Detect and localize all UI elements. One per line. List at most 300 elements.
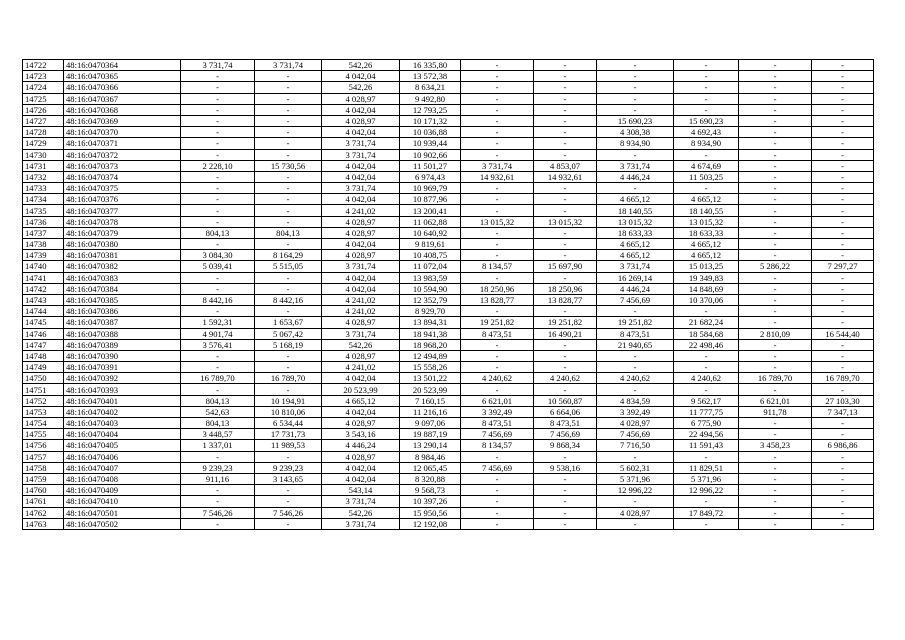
value-cell-9: - [739,518,812,529]
value-cell-9: - [739,82,812,93]
value-cell-8: - [674,149,739,160]
value-cell-2: 3 731,74 [255,60,322,71]
value-cell-9: - [739,115,812,126]
table-row [23,183,874,194]
value-cell-10: - [812,418,874,429]
cadastral-number-cell: 48:16:0470384 [64,283,181,294]
cadastral-number-cell: 48:16:0470409 [64,485,181,496]
value-cell-1: - [181,485,255,496]
value-cell-5: - [461,60,534,71]
value-cell-1: - [181,306,255,317]
value-cell-9: - [739,485,812,496]
value-cell-1: - [181,216,255,227]
value-cell-5: - [461,104,534,115]
value-cell-7: - [597,384,674,395]
table-row [23,317,874,328]
value-cell-5: - [461,339,534,350]
value-cell-10: - [812,171,874,182]
value-cell-8: 11 777,75 [674,406,739,417]
value-cell-3: 4 241,02 [322,306,400,317]
table-row [23,194,874,205]
row-number-cell: 14723 [23,71,64,82]
value-cell-5: - [461,127,534,138]
value-cell-10: - [812,227,874,238]
value-cell-7: 3 731,74 [597,160,674,171]
table-row [23,429,874,440]
value-cell-4: 8 320,88 [400,473,461,484]
row-number-cell: 14748 [23,350,64,361]
row-number-cell: 14726 [23,104,64,115]
table-row [23,227,874,238]
value-cell-5: - [461,82,534,93]
value-cell-6: 9 868,34 [534,440,597,451]
value-cell-3: 4 042,04 [322,473,400,484]
cadastral-number-cell: 48:16:0470393 [64,384,181,395]
table-row [23,485,874,496]
value-cell-9: - [739,418,812,429]
value-cell-10: - [812,127,874,138]
value-cell-3: 542,26 [322,60,400,71]
row-number-cell: 14737 [23,227,64,238]
value-cell-6: - [534,227,597,238]
row-number-cell: 14733 [23,183,64,194]
value-cell-8: 4 665,12 [674,194,739,205]
value-cell-10: - [812,496,874,507]
value-cell-6: - [534,205,597,216]
value-cell-7: - [597,518,674,529]
value-cell-7: 4 446,24 [597,171,674,182]
value-cell-9: - [739,283,812,294]
value-cell-6: 14 932,61 [534,171,597,182]
value-cell-4: 16 335,80 [400,60,461,71]
value-cell-8: - [674,451,739,462]
value-cell-8: - [674,362,739,373]
value-cell-5: 7 456,69 [461,462,534,473]
cadastral-number-cell: 48:16:0470373 [64,160,181,171]
cadastral-number-cell: 48:16:0470366 [64,82,181,93]
value-cell-4: 18 968,20 [400,339,461,350]
row-number-cell: 14725 [23,93,64,104]
value-cell-2: 3 143,65 [255,473,322,484]
value-cell-4: 13 290,14 [400,440,461,451]
cadastral-number-cell: 48:16:0470374 [64,171,181,182]
value-cell-6: 7 456,69 [534,429,597,440]
value-cell-6: 19 251,82 [534,317,597,328]
value-cell-2: - [255,82,322,93]
value-cell-7: 15 690,23 [597,115,674,126]
value-cell-10: - [812,306,874,317]
value-cell-8: 18 633,33 [674,227,739,238]
value-cell-7: - [597,60,674,71]
row-number-cell: 14763 [23,518,64,529]
value-cell-1: - [181,82,255,93]
cadastral-number-cell: 48:16:0470406 [64,451,181,462]
table-row [23,160,874,171]
value-cell-3: 542,26 [322,507,400,518]
value-cell-6: - [534,384,597,395]
value-cell-4: 11 062,88 [400,216,461,227]
row-number-cell: 14730 [23,149,64,160]
value-cell-9: - [739,362,812,373]
value-cell-7: 4 240,62 [597,373,674,384]
table-row [23,60,874,71]
value-cell-7: - [597,71,674,82]
value-cell-3: 4 446,24 [322,440,400,451]
value-cell-10: - [812,239,874,250]
value-cell-3: 3 543,16 [322,429,400,440]
cadastral-number-cell: 48:16:0470378 [64,216,181,227]
cadastral-number-cell: 48:16:0470380 [64,239,181,250]
row-number-cell: 14750 [23,373,64,384]
value-cell-2: 9 239,23 [255,462,322,473]
value-cell-5: 8 134,57 [461,261,534,272]
value-cell-5: - [461,93,534,104]
value-cell-8: - [674,71,739,82]
value-cell-4: 9 492,80 [400,93,461,104]
cadastral-number-cell: 48:16:0470383 [64,272,181,283]
value-cell-4: 11 501,27 [400,160,461,171]
value-cell-5: - [461,205,534,216]
value-cell-2: 804,13 [255,227,322,238]
value-cell-9: - [739,239,812,250]
table-row [23,239,874,250]
value-cell-1: 911,16 [181,473,255,484]
value-cell-4: 12 192,08 [400,518,461,529]
value-cell-7: 18 140,55 [597,205,674,216]
value-cell-3: 3 731,74 [322,149,400,160]
table-row [23,362,874,373]
value-cell-4: 20 523,99 [400,384,461,395]
value-cell-1: - [181,194,255,205]
value-cell-6: 16 490,21 [534,328,597,339]
value-cell-3: 4 042,04 [322,406,400,417]
value-cell-7: 13 015,32 [597,216,674,227]
value-cell-10: - [812,518,874,529]
value-cell-2: - [255,216,322,227]
value-cell-4: 10 969,79 [400,183,461,194]
value-cell-3: 3 731,74 [322,261,400,272]
value-cell-9: 911,78 [739,406,812,417]
value-cell-7: - [597,496,674,507]
value-cell-2: - [255,272,322,283]
value-cell-8: 22 498,46 [674,339,739,350]
value-cell-2: 8 164,29 [255,250,322,261]
row-number-cell: 14753 [23,406,64,417]
value-cell-7: - [597,350,674,361]
row-number-cell: 14736 [23,216,64,227]
value-cell-7: 4 446,24 [597,283,674,294]
value-cell-9: - [739,294,812,305]
table-row [23,518,874,529]
value-cell-3: 4 028,97 [322,250,400,261]
value-cell-1: - [181,115,255,126]
row-number-cell: 14758 [23,462,64,473]
value-cell-10: 16 789,70 [812,373,874,384]
value-cell-2: 8 442,16 [255,294,322,305]
value-cell-8: 6 775,90 [674,418,739,429]
value-cell-9: - [739,250,812,261]
value-cell-8: 11 829,51 [674,462,739,473]
cadastral-number-cell: 48:16:0470401 [64,395,181,406]
value-cell-9: - [739,272,812,283]
value-cell-9: - [739,339,812,350]
cadastral-number-cell: 48:16:0470371 [64,138,181,149]
value-cell-10: - [812,216,874,227]
value-cell-9: - [739,149,812,160]
value-cell-9: - [739,384,812,395]
value-cell-9: - [739,205,812,216]
value-cell-4: 6 974,43 [400,171,461,182]
value-cell-3: 542,26 [322,339,400,350]
value-cell-7: 7 716,50 [597,440,674,451]
value-cell-6: - [534,507,597,518]
table-row [23,507,874,518]
value-cell-2: - [255,115,322,126]
row-number-cell: 14731 [23,160,64,171]
value-cell-2: 17 731,73 [255,429,322,440]
value-cell-3: 4 042,04 [322,194,400,205]
value-cell-6: 13 828,77 [534,294,597,305]
value-cell-5: - [461,507,534,518]
value-cell-4: 13 200,41 [400,205,461,216]
value-cell-1: - [181,149,255,160]
value-cell-1: 9 239,23 [181,462,255,473]
value-cell-6: - [534,451,597,462]
value-cell-2: 10 194,91 [255,395,322,406]
value-cell-5: - [461,71,534,82]
row-number-cell: 14746 [23,328,64,339]
value-cell-1: 804,13 [181,227,255,238]
value-cell-2: - [255,138,322,149]
value-cell-9: - [739,93,812,104]
value-cell-3: 4 042,04 [322,104,400,115]
value-cell-1: - [181,104,255,115]
value-cell-1: - [181,127,255,138]
row-number-cell: 14739 [23,250,64,261]
value-cell-10: - [812,283,874,294]
value-cell-5: - [461,485,534,496]
value-cell-5: 14 932,61 [461,171,534,182]
value-cell-7: - [597,362,674,373]
value-cell-4: 10 877,96 [400,194,461,205]
cadastral-number-cell: 48:16:0470386 [64,306,181,317]
value-cell-6: - [534,350,597,361]
value-cell-2: - [255,194,322,205]
value-cell-5: 13 828,77 [461,294,534,305]
table-row [23,93,874,104]
row-number-cell: 14743 [23,294,64,305]
value-cell-4: 12 065,45 [400,462,461,473]
value-cell-7: - [597,93,674,104]
value-cell-8: 21 682,24 [674,317,739,328]
value-cell-3: 4 665,12 [322,395,400,406]
value-cell-6: - [534,250,597,261]
value-cell-7: 7 456,69 [597,429,674,440]
value-cell-1: - [181,205,255,216]
value-cell-10: - [812,473,874,484]
table-row [23,272,874,283]
cadastral-number-cell: 48:16:0470405 [64,440,181,451]
cadastral-number-cell: 48:16:0470385 [64,294,181,305]
cadastral-number-cell: 48:16:0470377 [64,205,181,216]
value-cell-10: - [812,350,874,361]
table-row [23,339,874,350]
value-cell-1: - [181,451,255,462]
table-row [23,104,874,115]
table-row [23,138,874,149]
value-cell-4: 13 983,59 [400,272,461,283]
value-cell-2: - [255,283,322,294]
value-cell-3: 4 042,04 [322,160,400,171]
value-cell-6: 4 240,62 [534,373,597,384]
value-cell-5: 18 250,96 [461,283,534,294]
value-cell-7: 4 308,38 [597,127,674,138]
value-cell-2: - [255,93,322,104]
value-cell-8: 4 674,69 [674,160,739,171]
value-cell-7: 4 665,12 [597,194,674,205]
value-cell-9: - [739,216,812,227]
cadastral-number-cell: 48:16:0470391 [64,362,181,373]
value-cell-5: - [461,362,534,373]
value-cell-4: 12 352,79 [400,294,461,305]
value-cell-6: - [534,485,597,496]
value-cell-4: 13 572,38 [400,71,461,82]
value-cell-2: 6 534,44 [255,418,322,429]
value-cell-8: 10 370,06 [674,294,739,305]
value-cell-1: - [181,384,255,395]
row-number-cell: 14757 [23,451,64,462]
value-cell-5: - [461,239,534,250]
value-cell-7: 8 473,51 [597,328,674,339]
row-number-cell: 14738 [23,239,64,250]
value-cell-5: - [461,149,534,160]
value-cell-10: - [812,194,874,205]
cadastral-number-cell: 48:16:0470392 [64,373,181,384]
value-cell-1: - [181,496,255,507]
value-cell-7: 4 665,12 [597,239,674,250]
value-cell-4: 13 501,22 [400,373,461,384]
value-cell-3: 4 042,04 [322,71,400,82]
value-cell-10: 7 297,27 [812,261,874,272]
cadastral-number-cell: 48:16:0470388 [64,328,181,339]
value-cell-10: - [812,317,874,328]
value-cell-7: 7 456,69 [597,294,674,305]
value-cell-10: 27 103,30 [812,395,874,406]
value-cell-6: - [534,127,597,138]
value-cell-4: 13 894,31 [400,317,461,328]
value-cell-2: - [255,104,322,115]
value-cell-8: 18 140,55 [674,205,739,216]
value-cell-3: 4 028,97 [322,115,400,126]
value-cell-7: 4 665,12 [597,250,674,261]
value-cell-5: - [461,183,534,194]
value-cell-9: - [739,462,812,473]
cadastral-number-cell: 48:16:0470367 [64,93,181,104]
value-cell-9: - [739,171,812,182]
value-cell-2: 7 546,26 [255,507,322,518]
value-cell-7: 19 251,82 [597,317,674,328]
value-cell-1: 4 901,74 [181,328,255,339]
value-cell-10: - [812,149,874,160]
value-cell-8: 4 665,12 [674,239,739,250]
row-number-cell: 14734 [23,194,64,205]
value-cell-3: 4 028,97 [322,227,400,238]
value-cell-2: 5 168,19 [255,339,322,350]
value-cell-1: - [181,272,255,283]
value-cell-2: 10 810,06 [255,406,322,417]
row-number-cell: 14745 [23,317,64,328]
value-cell-2: - [255,127,322,138]
value-cell-7: - [597,82,674,93]
value-cell-8: 15 013,25 [674,261,739,272]
value-cell-7: 3 392,49 [597,406,674,417]
cadastral-number-cell: 48:16:0470375 [64,183,181,194]
value-cell-9: - [739,306,812,317]
value-cell-1: - [181,93,255,104]
cadastral-number-cell: 48:16:0470408 [64,473,181,484]
value-cell-4: 12 793,25 [400,104,461,115]
row-number-cell: 14732 [23,171,64,182]
value-cell-10: - [812,138,874,149]
value-cell-2: 15 730,56 [255,160,322,171]
value-cell-10: - [812,362,874,373]
row-number-cell: 14751 [23,384,64,395]
row-number-cell: 14742 [23,283,64,294]
value-cell-10: - [812,60,874,71]
value-cell-6: - [534,183,597,194]
value-cell-3: 4 042,04 [322,127,400,138]
table-row [23,440,874,451]
value-cell-5: - [461,115,534,126]
value-cell-1: 1 337,01 [181,440,255,451]
value-cell-9: - [739,138,812,149]
value-cell-2: - [255,171,322,182]
cadastral-number-cell: 48:16:0470402 [64,406,181,417]
value-cell-5: 7 456,69 [461,429,534,440]
value-cell-9: - [739,183,812,194]
value-cell-2: - [255,384,322,395]
row-number-cell: 14741 [23,272,64,283]
value-cell-1: - [181,239,255,250]
value-cell-5: 3 392,49 [461,406,534,417]
value-cell-4: 9 568,73 [400,485,461,496]
value-cell-6: - [534,149,597,160]
value-cell-8: - [674,93,739,104]
value-cell-9: 5 286,22 [739,261,812,272]
value-cell-9: - [739,227,812,238]
value-cell-2: - [255,485,322,496]
table-row [23,373,874,384]
value-cell-8: - [674,183,739,194]
value-cell-2: - [255,205,322,216]
value-cell-9: - [739,104,812,115]
value-cell-5: - [461,250,534,261]
value-cell-10: - [812,71,874,82]
value-cell-7: 18 633,33 [597,227,674,238]
table-row [23,395,874,406]
value-cell-5: 8 473,51 [461,328,534,339]
value-cell-8: 17 849,72 [674,507,739,518]
value-cell-6: 8 473,51 [534,418,597,429]
row-number-cell: 14727 [23,115,64,126]
row-number-cell: 14722 [23,60,64,71]
value-cell-2: - [255,183,322,194]
value-cell-8: - [674,60,739,71]
table-row [23,216,874,227]
value-cell-3: 3 731,74 [322,518,400,529]
value-cell-6: - [534,496,597,507]
value-cell-8: 11 503,25 [674,171,739,182]
